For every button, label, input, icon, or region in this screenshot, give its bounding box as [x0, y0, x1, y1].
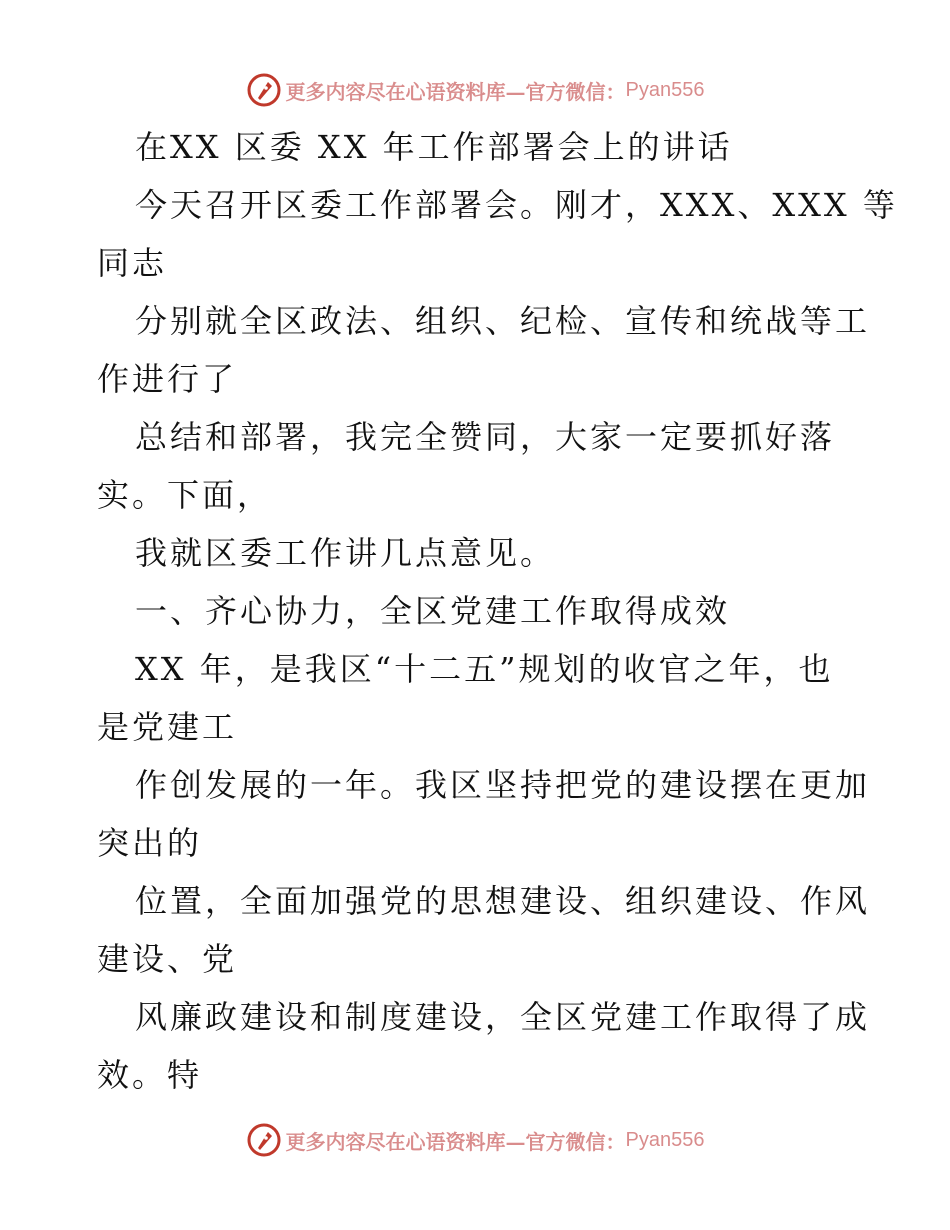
footer-banner [0, 1120, 950, 1160]
doc-line: 实。下面， [97, 476, 273, 514]
header-banner [0, 70, 950, 110]
doc-line: 效。特 [97, 1056, 203, 1094]
doc-line: 总结和部署，我完全赞同，大家一定要抓好落 [135, 418, 836, 456]
doc-line: XX 年，是我区“十二五”规划的收官之年，也 [135, 650, 834, 688]
document-body [97, 118, 898, 1104]
footer-text: 更多内容尽在心语资料库—官方微信： [285, 1129, 626, 1154]
doc-line: 今天召开区委工作部署会。刚才，XXX、XXX 等 [135, 186, 898, 224]
doc-title: 在XX 区委 XX 年工作部署会上的讲话 [135, 128, 733, 166]
doc-line: 是党建工 [97, 708, 238, 746]
doc-line: 分别就全区政法、组织、纪检、宣传和统战等工 [135, 302, 871, 340]
doc-line: 我就区委工作讲几点意见。 [135, 534, 556, 572]
doc-line: 作创发展的一年。我区坚持把党的建设摆在更加 [135, 766, 871, 804]
doc-line: 突出的 [97, 824, 203, 862]
pen-nib-seal-icon [246, 1122, 282, 1158]
doc-line: 建设、党 [97, 940, 238, 978]
footer-wechat-id: Pyan556 [625, 1128, 705, 1151]
doc-line: 风廉政建设和制度建设，全区党建工作取得了成 [135, 998, 871, 1036]
pen-nib-seal-icon [246, 72, 282, 108]
section-heading: 一、齐心协力，全区党建工作取得成效 [135, 592, 731, 630]
doc-line: 作进行了 [97, 360, 238, 398]
doc-line: 同志 [97, 244, 168, 282]
header-wechat-id: Pyan556 [625, 78, 705, 101]
header-text: 更多内容尽在心语资料库—官方微信： [285, 79, 626, 104]
doc-line: 位置，全面加强党的思想建设、组织建设、作风 [135, 882, 871, 920]
